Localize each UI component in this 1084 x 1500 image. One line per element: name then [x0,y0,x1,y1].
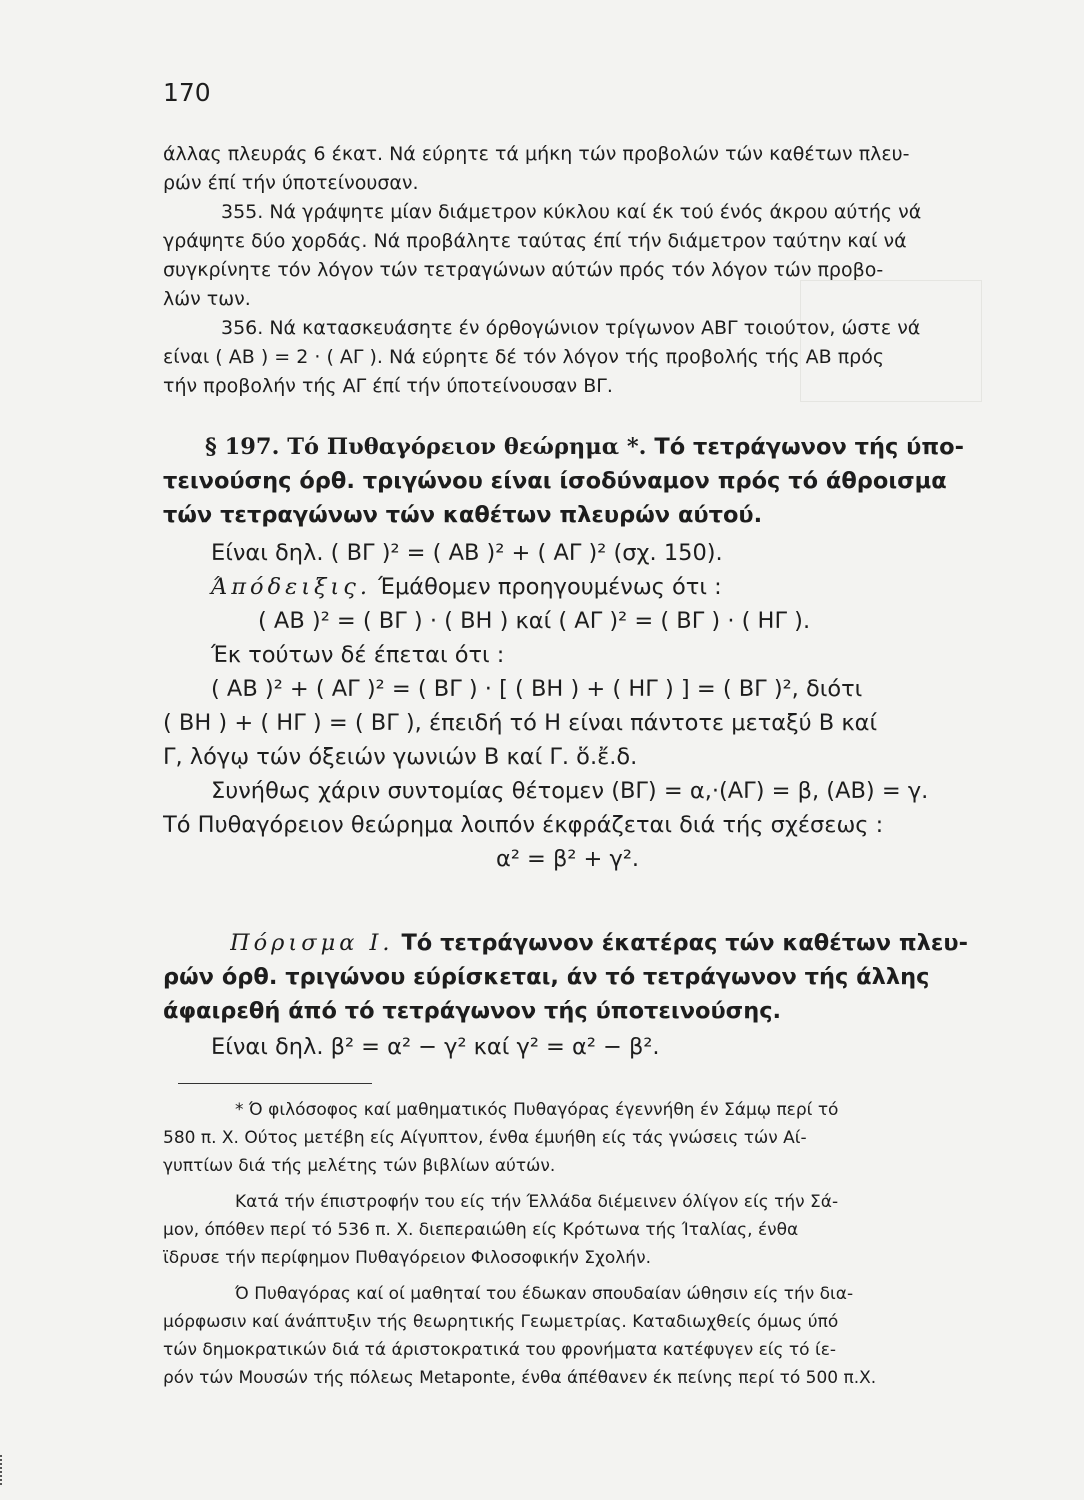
text-line: λών των. [163,288,251,310]
footnote-line: Κατά τήν έπιστροφήν του είς τήν Έλλάδα διέμεινεν όλίγον είς τήν Σά- [235,1192,839,1212]
footnote-line: τών δημοκρατικών διά τά άριστοκρατικά του φρονήματα κατέφυγεν είς τό ίε- [163,1340,837,1360]
text-line: Έκ τούτων δέ έπεται ότι : [211,642,505,668]
footnote-block [163,1096,1005,1392]
page-number: 170 [163,78,211,107]
exercise-356: 356. Νά κατασκευάσητε έν όρθογώνιον τρίγωνον ΑΒΓ τοιούτον, ώστε νά [221,317,921,339]
corollary-cont [163,960,1005,1028]
equation: ( ΑΒ )² + ( ΑΓ )² = ( ΒΓ ) · [ ( ΒΗ ) + ( ΗΓ ) ] = ( ΒΓ )², διότι [211,676,863,702]
proof-label: Άπόδειξις. [211,574,371,600]
section-number: § 197. [205,434,280,460]
notation-line: Συνήθως χάριν συντομίας θέτομεν (ΒΓ) = α,·(ΑΓ) = β, (ΑΒ) = γ. [211,778,929,804]
footnote-line: 580 π. Χ. Ούτος μετέβη είς Αίγυπτον, ένθα έμυήθη είς τάς γνώσεις τών Αί- [163,1128,807,1148]
text-line: άλλας πλευράς 6 έκατ. Νά εύρητε τά μήκη τών προβολών τών καθέτων πλευ- [163,143,910,165]
footnote-divider [178,1083,372,1084]
text-line: άφαιρεθή άπό τό τετράγωνον τής ύποτεινούσης. [163,998,782,1024]
proof-intro [163,570,1005,604]
equation: Είναι δηλ. β² = α² − γ² καί γ² = α² − β². [211,1034,660,1060]
text-line: ρών έπί τήν ύποτείνουσαν. [163,172,419,194]
theorem-heading [205,430,1005,464]
theorem-statement: Τό τετράγωνον τής ύπο- [654,434,964,460]
exercise-355: 355. Νά γράψητε μίαν διάμετρον κύκλου καί έκ τού ένός άκρου αύτής νά [221,201,922,223]
equation-statement: Είναι δηλ. ( ΒΓ )² = ( ΑΒ )² + ( ΑΓ )² (σχ. 150). [211,540,723,566]
corollary-label: Πόρισμα Ι. [230,930,394,956]
corollary-heading [230,926,1005,960]
binding-edge-marks [0,1455,12,1485]
text-line: γράψητε δύο χορδάς. Νά προβάλητε ταύτας έπί τήν διάμετρον ταύτην καί νά [163,230,907,252]
footnote-line: μον, όπόθεν περί τό 536 π. Χ. διεπεραιώθη είς Κρότωνα τής Ίταλίας, ένθα [163,1220,799,1240]
section-title: Τό Πυθαγόρειον θεώρημα *. [287,434,647,460]
text-line: Τό Πυθαγόρειον θεώρημα λοιπόν έκφράζεται διά τής σχέσεως : [163,812,884,838]
proof-block [163,536,1005,876]
footnote-line: ρόν τών Μουσών τής πόλεως Metaponte, ένθα άπέθανεν έκ πείνης περί τό 500 π.Χ. [163,1368,877,1388]
text-line: τήν προβολήν τής ΑΓ έπί τήν ύποτείνουσαν ΒΓ. [163,375,613,397]
equation: ( ΑΒ )² = ( ΒΓ ) · ( ΒΗ ) καί ( ΑΓ )² = ( ΒΓ ) · ( ΗΓ ). [258,608,811,634]
text-line: ( ΒΗ ) + ( ΗΓ ) = ( ΒΓ ), έπειδή τό Η είναι πάντοτε μεταξύ Β καί [163,710,878,736]
footnote-line: Ό Πυθαγόρας καί οί μαθηταί του έδωκαν σπουδαίαν ώθησιν είς τήν δια- [235,1284,854,1304]
pythagorean-formula: α² = β² + γ². [496,846,640,872]
footnote-line: ϊδρυσε τήν περίφημον Πυθαγόρειον Φιλοσοφικήν Σχολήν. [163,1248,651,1268]
footnote-line: μόρφωσιν καί άνάπτυξιν τής θεωρητικής Γεωμετρίας. Καταδιωχθείς όμως ύπό [163,1312,839,1332]
text-line: τεινούσης όρθ. τριγώνου είναι ίσοδύναμον πρός τό άθροισμα [163,468,947,494]
text-line: Γ, λόγῳ τών όξειών γωνιών Β καί Γ. ὅ.ἔ.δ. [163,744,638,770]
footnote-line: γυπτίων διά τής μελέτης τών βιβλίων αύτών. [163,1156,556,1176]
text-line: τών τετραγώνων τών καθέτων πλευρών αύτού. [163,502,763,528]
corollary-text: Τό τετράγωνον έκατέρας τών καθέτων πλευ- [401,930,968,956]
exercises-block [163,140,1005,401]
theorem-statement-cont [163,464,1005,532]
proof-text: Έμάθομεν προηγουμένως ότι : [378,574,722,600]
corollary-formula [163,1030,1005,1064]
text-line: ρών όρθ. τριγώνου εύρίσκεται, άν τό τετράγωνον τής άλλης [163,964,930,990]
footnote-line: * Ό φιλόσοφος καί μαθηματικός Πυθαγόρας έγεννήθη έν Σάμῳ περί τό [235,1100,839,1120]
text-line: είναι ( ΑΒ ) = 2 · ( ΑΓ ). Νά εύρητε δέ τόν λόγον τής προβολής τής ΑΒ πρός [163,346,884,368]
text-line: συγκρίνητε τόν λόγον τών τετραγώνων αύτών πρός τόν λόγον τών προβο- [163,259,884,281]
